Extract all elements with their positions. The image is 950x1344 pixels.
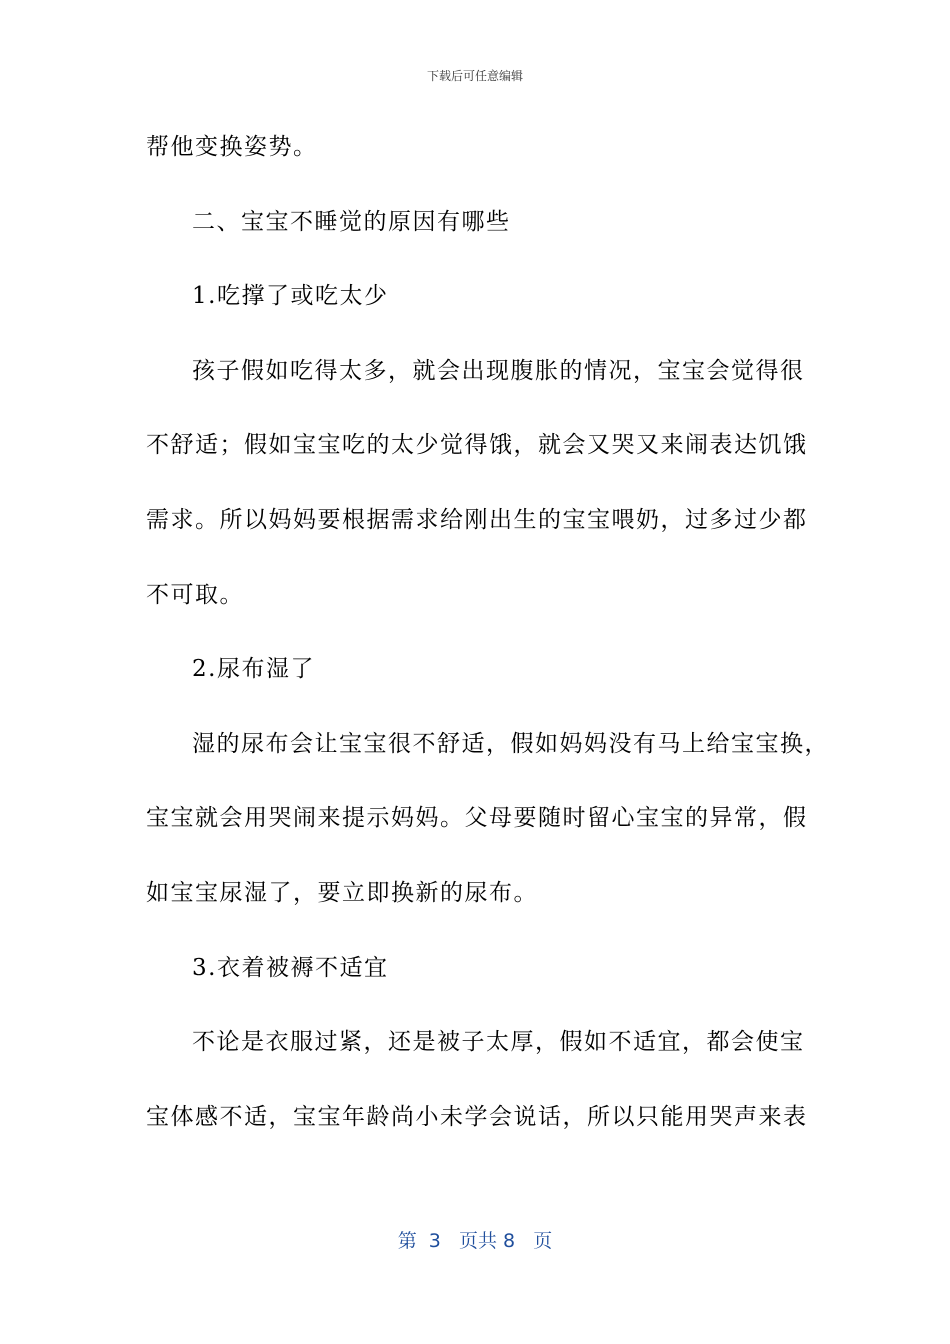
paragraph-line: 不舒适；假如宝宝吃的太少觉得饿，就会又哭又来闹表达饥饿 [146, 432, 808, 459]
subsection-heading: 3.衣着被褥不适宜 [192, 954, 389, 981]
document-body [146, 128, 829, 1172]
paragraph-line: 不论是衣服过紧，还是被子太厚，假如不适宜，都会使宝 [192, 1029, 805, 1056]
paragraph-line: 帮他变换姿势。 [146, 134, 318, 160]
paragraph-line: 如宝宝尿湿了，要立即换新的尿布。 [146, 879, 538, 906]
paragraph-line: 需求。所以妈妈要根据需求给刚出生的宝宝喂奶，过多过少都 [146, 506, 808, 533]
subsection-heading: 1.吃撑了或吃太少 [192, 283, 389, 310]
paragraph-line: 不可取。 [146, 581, 244, 608]
subsection-heading: 2.尿布湿了 [192, 656, 315, 683]
section-heading: 二、宝宝不睡觉的原因有哪些 [192, 208, 511, 235]
paragraph-line: 孩子假如吃得太多，就会出现腹胀的情况，宝宝会觉得很 [192, 357, 805, 384]
paragraph-line: 宝体感不适，宝宝年龄尚小未学会说话，所以只能用哭声来表 [146, 1103, 808, 1130]
header-note: 下载后可任意编辑 [426, 69, 523, 83]
paragraph-line: 宝宝就会用哭闹来提示妈妈。父母要随时留心宝宝的异常，假 [146, 805, 808, 832]
paragraph-line: 湿的尿布会让宝宝很不舒适，假如妈妈没有马上给宝宝换， [192, 730, 829, 757]
page-number-footer: 第 3 页共 8 页 [397, 1230, 553, 1252]
